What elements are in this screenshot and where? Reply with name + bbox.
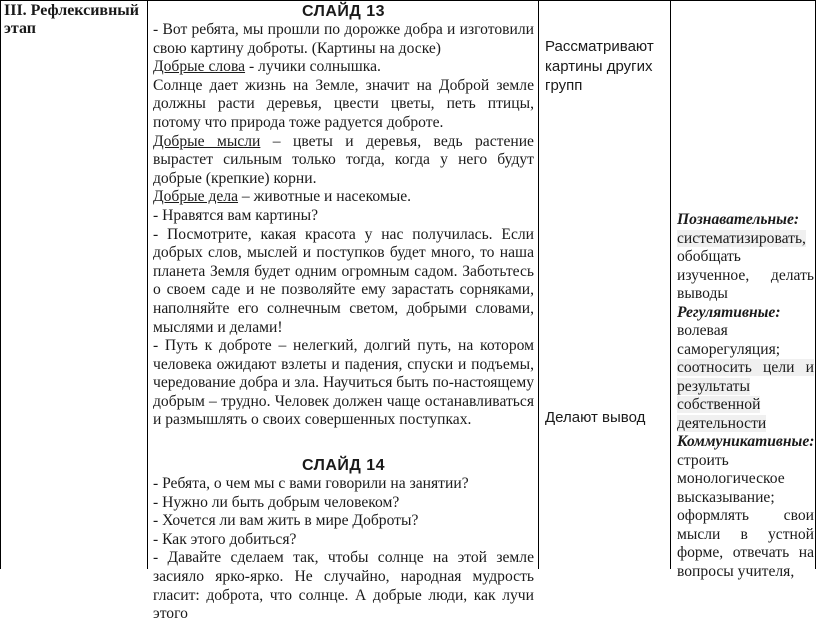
sun-paragraph: Солнце дает жизнь на Земле, значит на Доброй земле должны расти деревья, цвести цветы, петь птицы, потому что природа тоже радуется доброте. xyxy=(153,76,534,131)
slide-13-intro: - Вот ребята, мы прошли по дорожке добра и изготовили свою картину доброты. (Картины на доске) xyxy=(153,21,534,57)
kind-deeds-label: Добрые дела xyxy=(153,188,239,206)
communicative-1: строить xyxy=(677,451,729,469)
cognitive-3: изученное, делать выводы xyxy=(677,266,814,302)
column-divider-2 xyxy=(538,0,539,569)
kind-deeds-line xyxy=(153,188,534,207)
column-divider-3 xyxy=(670,0,671,569)
regulative-label: Регулятивные: xyxy=(677,303,781,321)
uud-cell xyxy=(677,211,814,581)
teacher-activity-cell xyxy=(153,2,534,624)
path-paragraph: - Путь к доброте – нелегкий, долгий путь, на котором человека ожидают взлеты и падения, спуски и подъемы, чередование добра и зла. Научиться быть по-настоящему добрым – трудно. Человек должен чаще останавливаться и размышлять о своих совершенных поступках. xyxy=(153,337,534,429)
students-view-text: Рассматривают картины других групп xyxy=(545,38,654,94)
question-1: - Ребята, о чем мы с вами говорили на занятии? xyxy=(153,475,469,493)
cognitive-2: обобщать xyxy=(677,248,741,265)
slide-14-title: СЛАЙД 14 xyxy=(301,457,386,475)
kind-words-text: - лучики солнышка. xyxy=(245,58,381,76)
communicative-2: монологическое xyxy=(677,470,785,487)
regulative-1: волевая xyxy=(677,322,728,339)
kind-thoughts-text: – цветы и деревья, ведь растение вырастет сильным только тогда, когда у него будут добрые (крепкие) корни. xyxy=(153,132,534,187)
question-like: - Нравятся вам картины? xyxy=(153,206,318,224)
students-conclude-text: Делают вывод xyxy=(545,409,646,426)
column-divider-1 xyxy=(147,0,148,569)
kind-thoughts-line xyxy=(153,133,534,189)
kind-deeds-text: – животные и насекомые. xyxy=(238,188,412,206)
slide-13-title: СЛАЙД 13 xyxy=(301,3,386,20)
kind-thoughts-label: Добрые мысли xyxy=(153,132,261,150)
communicative-4: оформлять свои мысли в устной форме, отвечать на вопросы учителя, xyxy=(677,507,814,580)
table-top-border xyxy=(0,0,816,1)
question-2: - Нужно ли быть добрым человеком? xyxy=(153,493,400,511)
question-4: - Как этого добиться? xyxy=(153,530,297,548)
regulative-2: саморегуляция; xyxy=(677,340,781,358)
stage-title: III. Рефлексивный этап xyxy=(4,2,139,37)
kind-words-line xyxy=(153,58,534,77)
cognitive-label: Познавательные: xyxy=(677,211,800,228)
question-3: - Хочется ли вам жить в мире Доброты? xyxy=(153,512,419,530)
kind-words-label: Добрые слова xyxy=(153,58,246,76)
stage-cell xyxy=(4,2,144,38)
look-paragraph: - Посмотрите, какая красота у нас получилась. Если добрых слов, мыслей и поступков будет много, то наша планета Земля будет одним огромным садом. Заботьтесь о своем саде и не позволяйте ему зарастать сорняками, наполняйте его солнечным светом, добрыми словами, мыслями и делами! xyxy=(153,225,534,336)
communicative-label: Коммуникативные: xyxy=(677,433,815,450)
regulative-3: соотносить цели и результаты собственной деятельности xyxy=(677,359,814,432)
communicative-3: высказывание; xyxy=(677,488,775,506)
closing-paragraph: - Давайте сделаем так, чтобы солнце на этой земле засияло ярко-ярко. Не случайно, народная мудрость гласит: доброта, что солнце. А добрые люди, как лучи этого xyxy=(153,549,534,623)
table-left-border xyxy=(0,0,1,569)
cognitive-1: систематизировать, xyxy=(677,229,806,247)
